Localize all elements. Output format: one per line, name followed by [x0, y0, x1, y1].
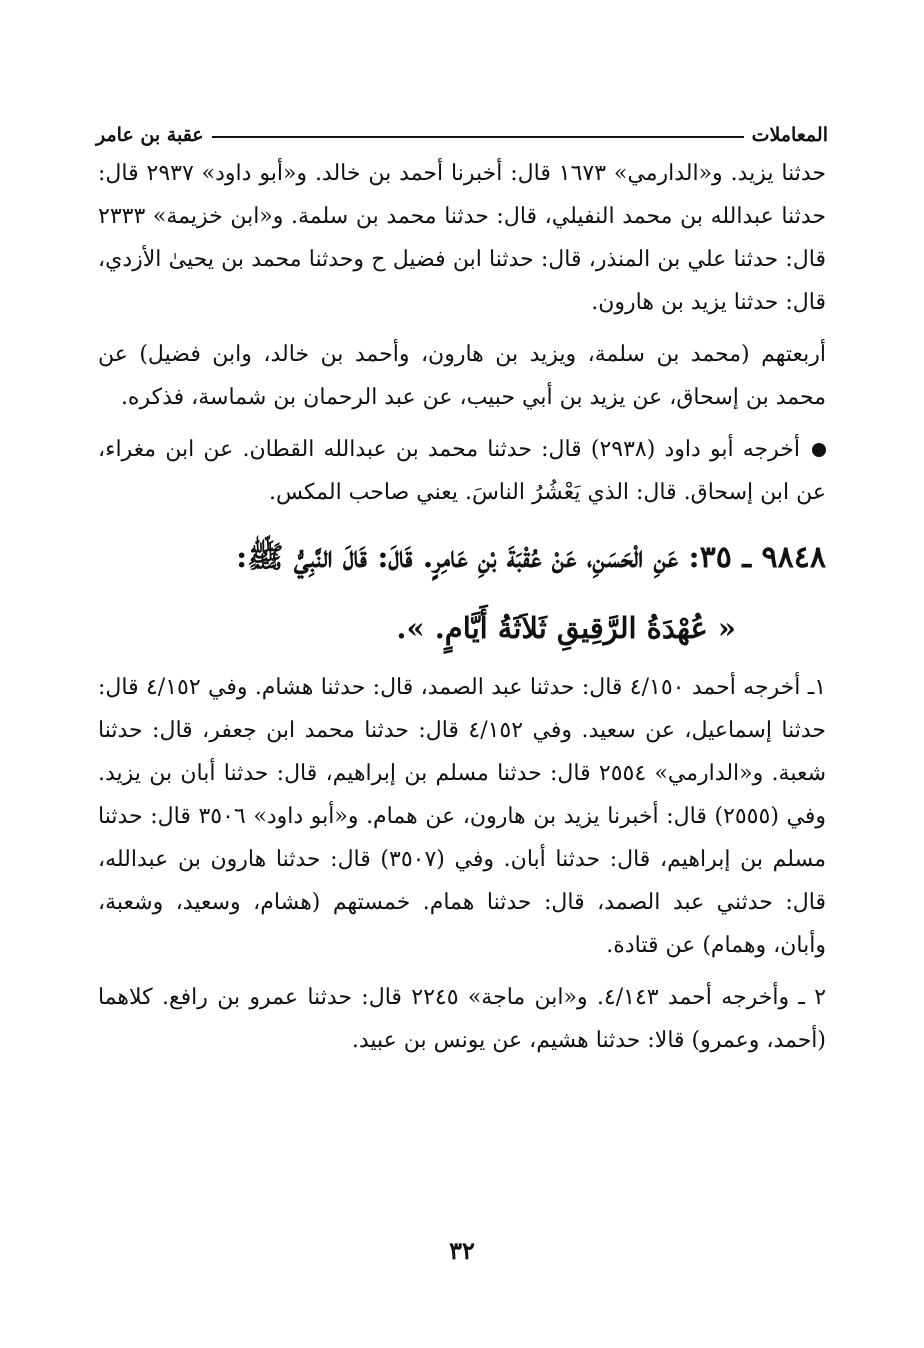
- bullet-icon: [812, 443, 826, 457]
- running-header: [96, 116, 828, 146]
- header-rule: [212, 136, 744, 138]
- header-chapter-title: عقبة بن عامر: [96, 124, 204, 146]
- note-paragraph: [98, 428, 826, 514]
- page-number: ٣٢: [449, 1236, 475, 1265]
- hadith-quote: « عُهْدَةُ الرَّقِيقِ ثَلاَثَةُ أَيَّامٍ. ».: [396, 611, 736, 645]
- paragraph-summary: أربعتهم (محمد بن سلمة، ويزيد بن هارون، وأحمد بن خالد، وابن فضيل) عن محمد بن إسحاق، عن يزيد بن أبي حبيب، عن عبد الرحمان بن شماسة، فذكره.: [98, 342, 826, 410]
- takhrij-paragraph-1: ١ـ أخرجه أحمد ٤/١٥٠ قال: حدثنا عبد الصمد، قال: حدثنا هشام. وفي ٤/١٥٢ قال: حدثنا إسماعيل، عن سعيد. وفي ٤/١٥٢ قال: حدثنا محمد ابن جعفر، قال: حدثنا شعبة. و«الدارمي» ٢٥٥٤ قال: حدثنا مسلم بن إبراهيم، قال: حدثنا أبان بن يزيد. وفي (٢٥٥٥) قال: أخبرنا يزيد بن هارون، عن همام. و«أبو داود» ٣٥٠٦ قال: حدثنا مسلم بن إبراهيم، قال: حدثنا أبان. وفي (٣٥٠٧) قال: حدثنا هارون بن عبدالله، قال: حدثني عبد الصمد، قال: حدثنا همام. خمستهم (هشام، وسعيد، وشعبة، وأبان، وهمام) عن قتادة.: [98, 675, 827, 958]
- hadith-heading: ٩٨٤٨ ـ ٣٥: عَنِ الْحَسَنِ، عَنْ عُقْبَةَ بْنِ عَامِرٍ. قَالَ: قَالَ النَّبِيُّ ﷺ:: [236, 540, 826, 575]
- paragraph-isnad: حدثنا يزيد. و«الدارمي» ١٦٧٣ قال: أخبرنا أحمد بن خالد. و«أبو داود» ٢٩٣٧ قال: حدثنا عبدالله بن محمد النفيلي، قال: حدثنا محمد بن سلمة. و«ابن خزيمة» ٢٣٣٣ قال: حدثنا علي بن المنذر، قال: حدثنا ابن فضيل ح وحدثنا محمد بن يحيىٰ الأزدي، قال: حدثنا يزيد بن هارون.: [98, 161, 827, 315]
- takhrij-paragraph-2: ٢ ـ وأخرجه أحمد ٤/١٤٣. و«ابن ماجة» ٢٢٤٥ قال: حدثنا عمرو بن رافع. كلاهما (أحمد، وعمرو) قالا: حدثنا هشيم، عن يونس بن عبيد.: [98, 985, 827, 1053]
- header-section-title: المعاملات: [751, 124, 828, 146]
- page-body: [98, 152, 826, 1062]
- note-text: أخرجه أبو داود (٢٩٣٨) قال: حدثنا محمد بن عبدالله القطان. عن ابن مغراء، عن ابن إسحاق. قال: الذي يَعْشُرُ الناسَ. يعني صاحب المكس.: [98, 437, 826, 505]
